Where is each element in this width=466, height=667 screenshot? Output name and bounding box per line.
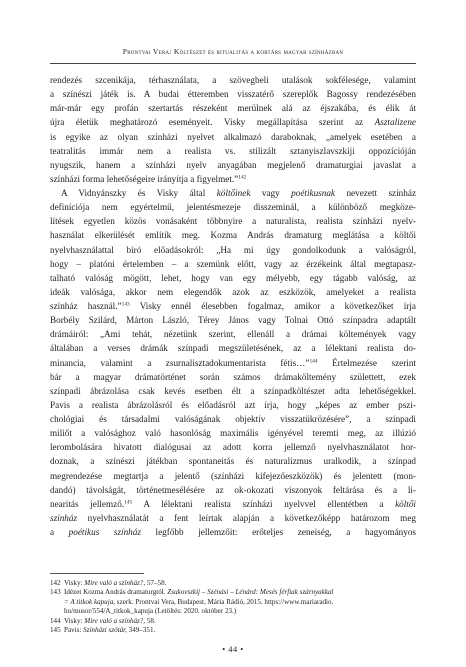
header-rule [50,63,416,64]
text-run: újra életük meghatározó eseményeit. Visky megállapítása szerint az [50,117,375,128]
text-run: hu/musor/554/A_titkok_kapuja (Letöltés: 2020. október 23.) [64,607,237,616]
italic-text: Színházi szótár, [83,626,127,635]
text-line [50,469,416,483]
italic-text: = A titkok kapuja, [64,597,116,606]
text-line [50,87,416,101]
text-run: nearitás jellemző. [50,498,125,509]
text-line [50,214,416,228]
footnote-rule [50,573,144,574]
body-text [50,73,416,539]
footnote-text [64,579,416,588]
footnote-number: 142 [50,579,61,587]
text-run: drámáiról: „Ami tehát, nézetünk szerint, ellenáll a drámai költemények vagy [50,329,416,340]
footnote-ref: 144 [309,357,318,364]
text-run: nyelvhasználatát a fent leírtak alapján a következőképp határozom meg [77,512,416,523]
text-line [50,398,416,412]
text-run: Pavis: [64,626,84,635]
italic-text: Asztalizene [374,117,416,128]
text-line [50,483,416,497]
text-line [50,271,416,285]
italic-text: Zsukovszkij – Szénási – Lénárd: Mesés férfiak szárnyakkal [167,588,334,597]
italic-text: poétikus színház [68,527,141,537]
page-number: • 44 • [222,645,244,654]
text-line [50,144,416,158]
text-line [50,341,416,355]
text-run: nyugszik, hanem a színházi nyelv anyagában megjelenő dramaturgiai javaslat a [50,159,416,170]
text-run: használat elkerülését említik meg. Kozma András dramaturg meglátása a költői [50,230,416,241]
text-run: minancia, valamint a zsurnalisztadokumentarista fétis…” [50,357,310,368]
text-run: teatralitás immár nem a realista vs. stilizált sztanyiszlavszkiji oppozícióján [50,145,416,156]
text-line [50,115,416,129]
text-run: nevezett színház [335,188,417,198]
text-line [50,172,416,186]
text-line [50,299,416,313]
text-line [50,370,416,384]
text-run: Idézet Kozma András dramaturgtól. [64,588,168,597]
running-head: Prontvai Vera: Költészet és ritualitás a kortárs magyar színházban [122,47,344,56]
text-run: Visky: [64,579,85,587]
footnote [50,617,416,626]
text-run: a színészi játék is. A budai étteremben visszatérő szereplők Bagossy rendezésében [50,89,416,100]
text-run: Értelmezése szerint [317,357,416,368]
footnote-number: 145 [50,626,61,635]
text-line [50,73,416,87]
text-run: megrendezése megtartja a jelentő (színházi kifejezőeszközök) és jelentett (mon- [50,470,416,481]
text-run: talható valóság mögött, lehet, hogy van egy mélyebb, egy tágabb valóság, az [50,272,416,283]
text-run: 58. [145,616,156,625]
text-run: Visky: [64,616,85,625]
footnote-line [64,626,416,635]
footnote-number: 144 [50,616,61,625]
text-run: színpadi ábrázolása csak kevés esetben élt a színpadköltészet adta lehetőségekkel. [50,385,416,396]
text-run: A Vidnyánszky és Visky által [61,188,217,198]
text-run: Pavis a realista ábrázolásról és előadásról azt írja, hogy „képes az ember pszi- [50,399,416,410]
italic-text: poétikusnak [291,188,336,198]
footnote [50,579,416,588]
text-run: lerombolására hivatott dialógusai az adott korra jellemző nyelvhasználatot hor- [50,442,416,453]
text-run: bár a magyar drámatörténet során számos drámaköltemény születtett, ezek [50,371,416,382]
text-run: nyelvhasználattal bíró előadásokról: „Ha mi úgy gondolkodunk a valóságról, [50,244,416,255]
text-run: dandó) távolságát, történetmesélésére az ok-okozati viszonyok feltárása és a li- [50,484,416,495]
italic-text: költőinek [216,188,251,198]
text-run: miliőt a valósághoz való hasonlóság maximális igényével teremti meg, az illúzió [50,428,416,439]
footnote-line [64,607,416,616]
footnote-line [64,598,416,607]
text-run: 57–58. [145,579,167,587]
text-line [50,200,416,214]
footnote-text [64,626,416,635]
text-line [50,130,416,144]
text-line [50,412,416,426]
footnote-ref: 145 [124,499,133,506]
text-run: lítések egyetlen közös vonásaként többnyire a naturalista, realista színházi nyelv- [50,216,416,227]
text-line [50,257,416,271]
text-line [50,426,416,440]
text-run: doznak, a színészi játékban spontaneitás és naturalizmus uralkodik, a színpad [50,456,416,467]
footnote-line [64,617,416,626]
text-line [50,228,416,242]
footnote-line [64,579,416,588]
text-line [50,497,416,511]
italic-text: költői [395,498,416,509]
text-line [50,313,416,327]
text-run: definíciója nem egyértelmű, jelentésmezeje disszeminál, a különböző megköze- [50,202,416,213]
footnote-number: 143 [50,588,61,597]
italic-text: Mire való a színház?, [84,616,146,625]
text-line [50,186,416,200]
text-line [50,356,416,370]
text-run: ideák valósága, akkor nem elegendők azok az eszközök, amelyeket a realista [50,286,416,297]
footnote-text [64,617,416,626]
text-run: 349–351. [126,626,156,635]
text-run: a [50,527,69,537]
text-line [50,454,416,468]
text-run: már-már egy profán szertartás részeként merülnek alá az éjszakába, és élik át [50,103,416,114]
text-run: Visky ennél élesebben fogalmaz, amikor a következőket írja [129,301,416,311]
text-run: legfőbb jellemzőit: erőteljes zeneiség, a hagyományos [140,527,417,537]
text-line [50,285,416,299]
footnote-text [64,588,416,616]
footnote [50,626,416,635]
footnote [50,588,416,616]
text-run: színház használ.” [50,301,122,311]
text-line [50,327,416,341]
text-run: is egyike az olyan színházi nyelvet alkalmazó daraboknak, „amelyek esetében a [50,131,416,142]
text-run: hogy – platóni értelemben – a szemünk előtt, vagy az érzékeink által megtapasz- [50,258,416,269]
footnotes [50,579,416,635]
text-run: chológiai és társadalmi valóságának objektív visszatükrözésére”, a színpadi [50,414,416,424]
italic-text: színház [50,512,78,523]
text-line [50,158,416,172]
text-line [50,101,416,115]
footnote-ref: 143 [121,301,130,308]
text-line [50,511,416,525]
text-run: A lélektani realista színházi nyelvvel ellentétben a [132,498,396,509]
text-line [50,440,416,454]
italic-text: Mire való a színház?, [84,579,146,587]
text-run: rendezés szcenikája, térhasználata, a szövegbeli utalások sokfélesége, valamint [50,75,416,85]
text-run: általában a verses drámák színpadi megszületésének, az a lélektani realista do- [50,343,416,354]
text-run: vagy [250,188,292,198]
footnote-line [64,588,416,597]
text-line [50,384,416,398]
text-run: színházi forma lehetőségeire irányítja a figyelmet.” [50,173,239,184]
footnote-ref: 142 [238,174,247,181]
text-line [50,525,416,539]
text-line [50,243,416,257]
text-run: szerk. Prontvai Vera, Budapest, Mária Rádió, 2015. https://www.mariaradio. [115,597,334,606]
text-run: Borbély Szilárd, Márton László, Térey János vagy Tolnai Ottó színpadra adaptált [50,315,416,326]
